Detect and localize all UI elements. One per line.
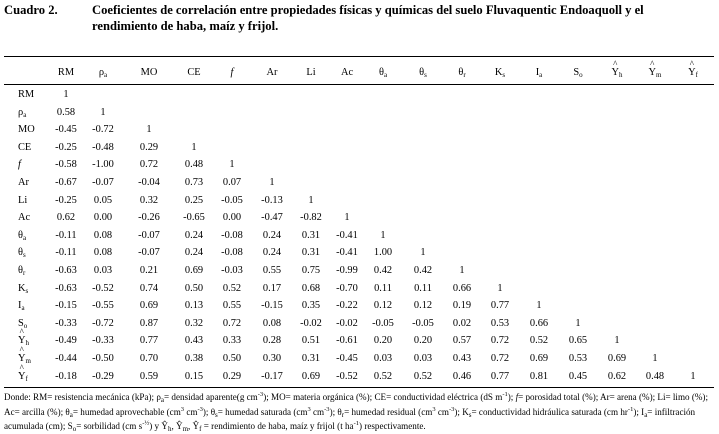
row-label-7: Li: [18, 194, 28, 206]
row-label-10: $\theta_s$: [18, 247, 26, 260]
column-header-10: $\theta_s$: [419, 67, 427, 79]
footnote-fragment: Donde: RM= resistencia mecánica (kPa); ρ: [4, 392, 161, 403]
row-label-6: Ar: [18, 177, 29, 188]
footnote-fragment: ); θ: [202, 406, 216, 417]
column-header-9: $\theta_a$: [378, 67, 388, 79]
table-cell: -0.03: [221, 265, 243, 276]
table-cell: -0.33: [92, 335, 114, 347]
footnote-fragment: = conductividad hidráulica saturada (cm hr: [471, 406, 628, 417]
table-cell: 0.33: [222, 335, 242, 347]
table-cell: 0.77: [490, 370, 510, 382]
table-cell: 0.03: [413, 353, 433, 364]
table-cell: -0.05: [412, 317, 434, 329]
footnote-fragment: f: [199, 425, 202, 434]
table-cell: -0.33: [55, 317, 77, 329]
table-caption: [4, 2, 716, 34]
table-cell: 0.08: [262, 317, 282, 329]
table-cell: 0.08: [93, 229, 113, 241]
footnote-fragment: ); K: [454, 406, 469, 417]
table-cell: 0.69: [301, 370, 321, 382]
table-cell: 0.11: [374, 282, 392, 294]
table-cell: -0.63: [55, 265, 77, 276]
table-cell: -0.61: [336, 335, 358, 347]
footnote-fragment: ); θ: [329, 406, 342, 417]
footnote-fragment: = densidad aparente(g cm: [164, 392, 258, 403]
table-cell: 0.52: [373, 370, 393, 382]
table-cell: 0.38: [184, 353, 204, 364]
table-cell: -0.11: [55, 247, 77, 259]
table-cell: -0.55: [92, 300, 114, 312]
footnote-fragment: = sorbilidad (cm s: [76, 421, 143, 432]
table-cell: 0.20: [373, 335, 393, 347]
table-cell: 1: [690, 370, 696, 382]
table-cell: 0.48: [645, 370, 665, 382]
column-header-4: CE: [187, 67, 201, 78]
table-cell: 0.50: [184, 282, 204, 294]
footnote-fragment: -½: [142, 420, 150, 428]
footnote-fragment: -1: [627, 405, 634, 413]
table-cell: 0.35: [301, 300, 321, 312]
table-cell: -0.49: [55, 335, 77, 347]
table-cell: 1: [100, 106, 106, 118]
footnote-fragment: 3: [180, 405, 185, 413]
table-cell: 1: [420, 247, 426, 259]
table-cell: 0.55: [222, 300, 242, 312]
table-cell: -0.05: [372, 317, 394, 329]
table-cell: 0.24: [262, 229, 282, 241]
table-cell: 0.43: [184, 335, 204, 347]
table-cell: 0.70: [139, 353, 159, 364]
table-cell: 0.53: [490, 317, 510, 329]
table-cell: -0.07: [138, 229, 160, 241]
table-cell: 0.13: [184, 300, 204, 312]
table-cell: 0.65: [568, 335, 588, 347]
table-cell: -0.45: [336, 353, 358, 364]
footnote-fragment: ); I: [633, 406, 645, 417]
table-cell: 1: [614, 335, 620, 347]
footnote-fragment: f: [515, 392, 519, 403]
table-cell: -0.41: [336, 229, 358, 241]
table-cell: -0.07: [138, 247, 160, 259]
table-cell: -0.47: [261, 212, 283, 224]
table-cell: -0.45: [55, 124, 77, 136]
footnote-fragment: = infiltración acumulada (cm); S: [4, 406, 696, 432]
footnote-fragment: = humedad saturada (cm: [217, 406, 308, 417]
table-cell: 0.31: [301, 229, 321, 241]
table-cell: -0.02: [336, 317, 358, 329]
column-header-5: f: [230, 67, 234, 78]
table-cell: 1: [652, 353, 658, 364]
table-cell: 0.07: [222, 177, 242, 188]
table-cell: 0.62: [56, 212, 76, 224]
table-cell: -0.63: [55, 282, 77, 294]
table-cell: -0.99: [336, 265, 358, 276]
table-cell: -0.52: [92, 282, 114, 294]
footnote-fragment: h: [167, 425, 172, 434]
footnote-fragment: ) respectivamente.: [359, 421, 426, 432]
table-cell: -0.72: [92, 124, 114, 136]
footnote-fragment: 3: [307, 405, 311, 413]
table-cell: 0.51: [301, 335, 321, 347]
table-cell: 0.81: [529, 370, 549, 382]
footnote-fragment: -3: [197, 405, 203, 413]
table-cell: 0.66: [452, 282, 472, 294]
column-header-13: $I_a$: [535, 67, 543, 79]
table-cell: 0.58: [56, 106, 76, 118]
footnote-fragment: a: [160, 396, 164, 405]
table-cell: 0.03: [373, 353, 393, 364]
table-cell: 0.00: [93, 212, 113, 224]
table-cell: 0.02: [452, 317, 472, 329]
footnote-fragment: -3: [448, 405, 455, 413]
column-header-3: MO: [140, 67, 158, 78]
table-cell: 1: [308, 194, 314, 206]
table-cell: 0.50: [222, 353, 242, 364]
table-cell: 0.15: [184, 370, 204, 382]
table-cell: 1: [229, 159, 235, 171]
table-cell: 0.31: [301, 353, 321, 364]
table-footnote: [4, 389, 716, 433]
table-cell: 0.69: [184, 265, 204, 276]
table-cell: 0.72: [222, 317, 242, 329]
row-label-15: ^ $Y_h$: [18, 334, 29, 347]
table-cell: 0.52: [222, 282, 242, 294]
table-cell: 0.31: [301, 247, 321, 259]
table-cell: 0.77: [139, 335, 159, 347]
table-cell: -0.41: [336, 247, 358, 259]
table-cell: 0.32: [139, 194, 159, 206]
column-header-1: RM: [57, 67, 75, 78]
footnote-fragment: );: [507, 392, 516, 403]
table-cell: -0.15: [261, 300, 283, 312]
row-label-8: Ac: [18, 212, 31, 224]
caption-title-line2: rendimiento de haba, maíz y frijol.: [92, 19, 279, 33]
table-cell: 0.24: [184, 247, 204, 259]
table-cell: 1: [63, 89, 69, 100]
column-header-6: Ar: [266, 67, 278, 78]
table-cell: 0.75: [301, 265, 321, 276]
table-cell: 0.12: [373, 300, 393, 312]
footnote-fragment: s: [215, 410, 218, 419]
table-cell: 0.42: [373, 265, 393, 276]
footnote-fragment: = porosidad total (%); Ar= arena (%); Li= limo (%); Ac= arcilla (%); θ: [4, 392, 708, 417]
footnote-fragment: , Ŷ: [188, 421, 200, 432]
table-cell: 0.62: [607, 370, 627, 382]
row-label-14: $S_o$: [18, 317, 28, 330]
table-cell: 0.21: [139, 265, 159, 276]
table-cell: 0.24: [184, 229, 204, 241]
row-label-17: ^ $Y_f$: [18, 370, 28, 383]
table-cell: 0.28: [262, 335, 282, 347]
footnote-fragment: a: [69, 410, 73, 419]
table-cell: -0.15: [55, 300, 77, 312]
column-header-14: $S_o$: [573, 67, 583, 79]
table-cell: -0.48: [92, 141, 114, 153]
table-cell: -0.26: [138, 212, 160, 224]
table-cell: 1: [269, 177, 275, 188]
table-cell: 0.53: [568, 353, 588, 364]
table-cell: -0.25: [55, 194, 77, 206]
footnote-fragment: -1: [353, 420, 360, 428]
table-cell: -0.29: [92, 370, 114, 382]
table-cell: -0.52: [336, 370, 358, 382]
table-bottom-rule: [4, 387, 714, 388]
table-cell: -0.58: [55, 159, 77, 171]
footnote-fragment: , Ŷ: [171, 421, 183, 432]
table-cell: -0.70: [336, 282, 358, 294]
column-header-2: $\rho_a$: [98, 67, 108, 79]
table-cell: 1: [575, 317, 581, 329]
table-cell: 0.32: [184, 317, 204, 329]
table-cell: 0.42: [413, 265, 433, 276]
row-label-5: f: [18, 159, 21, 171]
row-label-9: $\theta_a$: [18, 229, 27, 242]
table-cell: 0.11: [414, 282, 432, 294]
column-header-11: $\theta_r$: [458, 67, 466, 79]
header-bottom-rule: [4, 84, 714, 85]
footnote-fragment: a: [644, 410, 648, 419]
table-cell: -1.00: [92, 159, 114, 171]
footnote-fragment: r: [341, 410, 345, 419]
table-cell: 0.69: [607, 353, 627, 364]
table-cell: -0.44: [55, 353, 77, 364]
table-cell: 0.57: [452, 335, 472, 347]
table-cell: -0.02: [300, 317, 322, 329]
table-cell: 1: [191, 141, 197, 153]
table-cell: -0.05: [221, 194, 243, 206]
table-cell: 1: [497, 282, 503, 294]
table-top-rule: [4, 56, 714, 57]
table-cell: -0.50: [92, 353, 114, 364]
table-cell: 0.05: [93, 194, 113, 206]
footnote-fragment: = humedad residual (cm: [344, 406, 433, 417]
table-cell: 0.72: [139, 159, 159, 171]
column-header-17: ^ $Y_f$: [688, 66, 698, 79]
footnote-fragment: cm: [435, 406, 449, 417]
table-cell: -0.04: [138, 177, 160, 188]
table-cell: 1: [459, 265, 465, 276]
footnote-fragment: cm: [310, 406, 325, 417]
table-cell: 0.46: [452, 370, 472, 382]
table-cell: 0.29: [222, 370, 242, 382]
footnote-fragment: o: [72, 425, 77, 434]
row-label-13: $I_a$: [18, 300, 25, 313]
column-header-15: ^ $Y_h$: [611, 66, 622, 79]
row-label-12: $K_s$: [18, 282, 29, 295]
row-label-4: CE: [18, 141, 32, 153]
table-cell: 0.69: [529, 353, 549, 364]
table-cell: 1.00: [373, 247, 393, 259]
column-header-7: Li: [306, 67, 316, 78]
table-cell: 0.66: [529, 317, 549, 329]
table-cell: 0.08: [93, 247, 113, 259]
table-cell: -0.72: [92, 317, 114, 329]
table-cell: 0.00: [222, 212, 242, 224]
row-label-11: $\theta_r$: [18, 265, 26, 277]
table-cell: -0.11: [55, 229, 77, 241]
table-cell: -0.07: [92, 177, 114, 188]
table-cell: 0.30: [262, 353, 282, 364]
table-cell: -0.13: [261, 194, 283, 206]
row-label-2: $\rho_a$: [18, 106, 27, 119]
row-label-1: RM: [18, 89, 35, 100]
table-cell: 1: [344, 212, 350, 224]
table-cell: 0.68: [301, 282, 321, 294]
caption-title-line1: Coeficientes de correlación entre propiedades físicas y químicas del suelo Fluvaquentic Endoaquoll y el: [92, 3, 644, 17]
table-cell: -0.82: [300, 212, 322, 224]
footnote-fragment: s: [468, 410, 472, 419]
table-cell: 0.52: [529, 335, 549, 347]
column-header-8: Ac: [340, 67, 354, 78]
table-cell: 0.12: [413, 300, 433, 312]
table-cell: 0.52: [413, 370, 433, 382]
table-cell: 0.43: [452, 353, 472, 364]
footnote-fragment: m: [182, 425, 189, 434]
table-cell: 0.29: [139, 141, 159, 153]
table-cell: -0.25: [55, 141, 77, 153]
table-cell: 0.48: [184, 159, 204, 171]
table-cell: 0.73: [184, 177, 204, 188]
table-cell: 0.24: [262, 247, 282, 259]
table-cell: 0.72: [490, 335, 510, 347]
footnote-fragment: = rendimiento de haba, maíz y frijol (t ha: [201, 421, 354, 432]
table-cell: 0.20: [413, 335, 433, 347]
row-label-3: MO: [18, 124, 35, 136]
table-cell: -0.65: [183, 212, 205, 224]
column-header-16: ^ $Y_m$: [649, 66, 662, 79]
row-label-16: ^ $Y_m$: [18, 352, 31, 365]
table-cell: -0.18: [55, 370, 77, 382]
table-cell: 0.74: [139, 282, 159, 294]
table-cell: 0.19: [452, 300, 472, 312]
table-cell: 0.72: [490, 353, 510, 364]
table-cell: 0.17: [262, 282, 282, 294]
column-header-12: $K_s$: [494, 67, 506, 79]
table-cell: 0.45: [568, 370, 588, 382]
footnote-fragment: -1: [502, 391, 508, 398]
footnote-fragment: cm: [184, 406, 198, 417]
table-cell: 0.25: [184, 194, 204, 206]
footnote-fragment: ); MO= materia orgánica (%); CE= conductividad eléctrica (dS m: [263, 392, 503, 403]
footnote-fragment: = humedad aprovechable (cm: [72, 406, 181, 417]
table-cell: -0.22: [336, 300, 358, 312]
table-cell: 0.03: [93, 265, 113, 276]
footnote-fragment: -3: [257, 391, 264, 398]
footnote-fragment: ) y Ŷ: [149, 421, 168, 432]
footnote-fragment: -3: [324, 405, 330, 413]
table-cell: -0.67: [55, 177, 77, 188]
footnote-fragment: 3: [432, 405, 436, 413]
table-cell: 1: [536, 300, 542, 312]
table-cell: 1: [146, 124, 152, 136]
table-cell: -0.08: [221, 229, 243, 241]
table-cell: 1: [380, 229, 386, 241]
table-cell: 0.69: [139, 300, 159, 312]
table-cell: 0.59: [139, 370, 159, 382]
table-cell: -0.17: [261, 370, 283, 382]
table-cell: 0.77: [490, 300, 510, 312]
table-cell: 0.87: [139, 317, 159, 329]
caption-label: Cuadro 2.: [4, 3, 58, 17]
table-cell: 0.55: [262, 265, 282, 276]
table-cell: -0.08: [221, 247, 243, 259]
